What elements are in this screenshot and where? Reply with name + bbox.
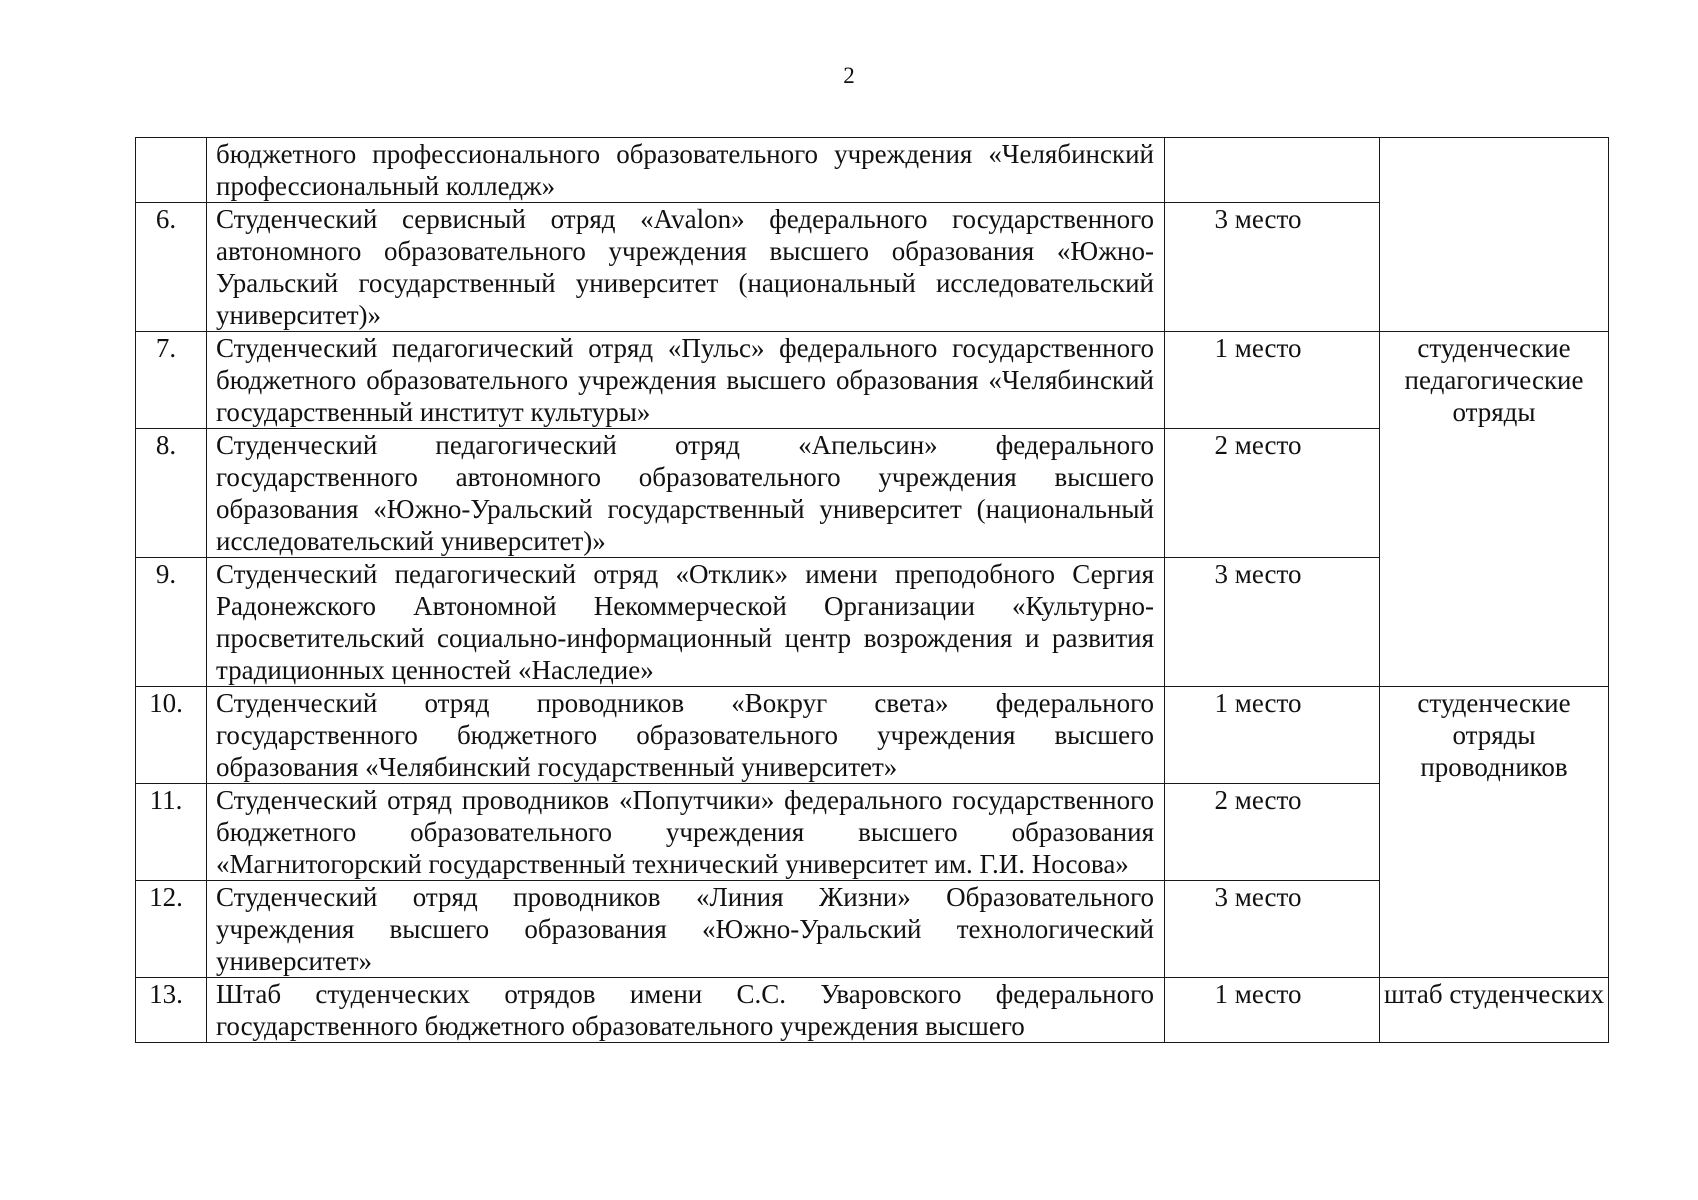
category-hq: штаб студенческих bbox=[1380, 978, 1609, 1043]
table-row bbox=[136, 687, 1609, 784]
category-service bbox=[1380, 138, 1609, 332]
organization-name: Студенческий отряд проводников «Линия Жизни» Образовательного учреждения высшего образования «Южно-Уральский технологический университет» bbox=[207, 881, 1165, 978]
place-value: 1 место bbox=[1165, 332, 1380, 429]
place-value: 2 место bbox=[1165, 784, 1380, 881]
place-value: 1 место bbox=[1165, 978, 1380, 1043]
table-row bbox=[136, 138, 1609, 203]
place-value: 1 место bbox=[1165, 687, 1380, 784]
organization-name: Студенческий отряд проводников «Попутчики» федерального государственного бюджетного образовательного учреждения высшего образования «Магнитогорский государственный технический университет им. Г.И. Носова» bbox=[207, 784, 1165, 881]
organization-name: Студенческий педагогический отряд «Апельсин» федерального государственного автономного образовательного учреждения высшего образования «Южно-Уральский государственный университет (национальный исследовательский университет)» bbox=[207, 429, 1165, 558]
row-number bbox=[136, 138, 207, 203]
table-row bbox=[136, 332, 1609, 429]
organization-name: Студенческий педагогический отряд «Отклик» имени преподобного Сергия Радонежского Автономной Некоммерческой Организации «Культурно-просветительский социально-информационный центр возрождения и развития традиционных ценностей «Наследие» bbox=[207, 558, 1165, 687]
organization-name: Студенческий сервисный отряд «Avalon» федерального государственного автономного образовательного учреждения высшего образования «Южно-Уральский государственный университет (национальный исследовательский университет)» bbox=[207, 203, 1165, 332]
category-conductors: студенческие отряды проводников bbox=[1380, 687, 1609, 978]
row-number: 8. bbox=[136, 429, 207, 558]
results-table bbox=[135, 137, 1609, 1043]
row-number: 13. bbox=[136, 978, 207, 1043]
organization-name: бюджетного профессионального образовательного учреждения «Челябинский профессиональный колледж» bbox=[207, 138, 1165, 203]
page-number: 2 bbox=[843, 63, 855, 88]
place-value: 3 место bbox=[1165, 203, 1380, 332]
place-value: 3 место bbox=[1165, 881, 1380, 978]
row-number: 6. bbox=[136, 203, 207, 332]
row-number: 7. bbox=[136, 332, 207, 429]
row-number: 9. bbox=[136, 558, 207, 687]
organization-name: Студенческий отряд проводников «Вокруг света» федерального государственного бюджетного образовательного учреждения высшего образования «Челябинский государственный университет» bbox=[207, 687, 1165, 784]
place-value: 3 место bbox=[1165, 558, 1380, 687]
place-value: 2 место bbox=[1165, 429, 1380, 558]
organization-name: Штаб студенческих отрядов имени С.С. Уваровского федерального государственного бюджетного образовательного учреждения высшего bbox=[207, 978, 1165, 1043]
organization-name: Студенческий педагогический отряд «Пульс» федерального государственного бюджетного образовательного учреждения высшего образования «Челябинский государственный институт культуры» bbox=[207, 332, 1165, 429]
row-number: 12. bbox=[136, 881, 207, 978]
row-number: 11. bbox=[136, 784, 207, 881]
row-number: 10. bbox=[136, 687, 207, 784]
place-value bbox=[1165, 138, 1380, 203]
table-row bbox=[136, 978, 1609, 1043]
category-pedagogical: студенческие педагогические отряды bbox=[1380, 332, 1609, 687]
